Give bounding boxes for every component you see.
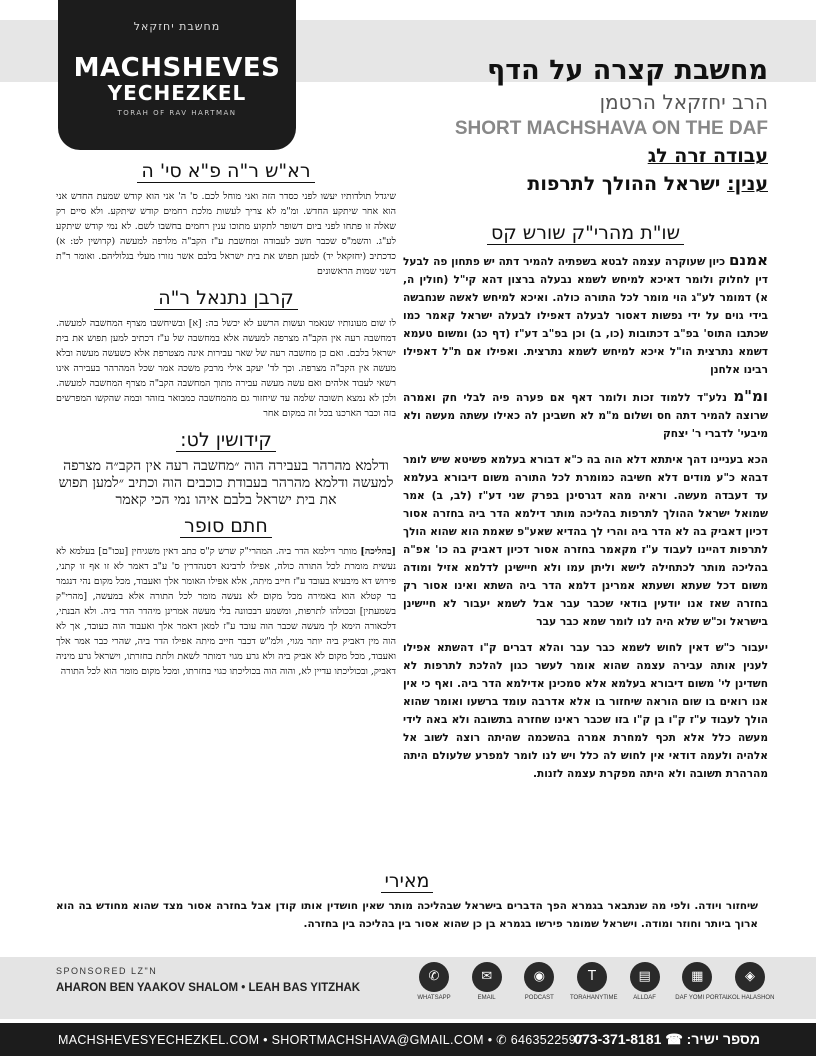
phone-label: מספר ישיר:	[686, 1031, 760, 1047]
section-heading-korban-nesanel: קרבן נתנאל ר"ה	[154, 287, 298, 310]
english-title: SHORT MACHSHAVA ON THE DAF	[454, 118, 768, 139]
alldaf-link[interactable]: ▤ ALLDAF	[623, 962, 667, 1012]
section-heading-maharik: שו"ת מהרי"ק שורש קס	[487, 222, 684, 245]
rabbi-name: הרב יחזקאל הרטמן	[599, 90, 768, 114]
topic-text: ישראל ההולך לתרפות	[527, 173, 721, 195]
podcast-icon: ◉	[524, 962, 554, 992]
email-link[interactable]: ✉ EMAIL	[465, 962, 509, 1012]
phone-number[interactable]: 073-371-8181	[574, 1031, 662, 1047]
phone-icon: ☎	[665, 1031, 683, 1047]
whatsapp-icon: ✆	[419, 962, 449, 992]
podcast-link[interactable]: ◉ PODCAST	[517, 962, 561, 1012]
torahanytime-link[interactable]: T TORAHANYTIME	[570, 962, 614, 1012]
kolhalashon-link[interactable]: ◈ KOL HALASHON	[728, 962, 772, 1012]
website-link[interactable]: MACHSHEVESYECHEZKEL.COM	[58, 1033, 260, 1047]
paragraph: אמנם כיון שעוקרה עצמה לבטא בשפתיה להמיר דתה יש פתחון פה לבעל דין לחלוק ולומר דאיכא למיחש לשמא נבעלה ברצון דהא קי"ל (חולין ה, א) דמומר לע"ג הוי מומר לכל התורה כולה. ואיכא למיחש לאשה שנחבשה בידי גוים על ידי נפשות דאסור לבעלה דאפילו לבעלה ישראל קאמר כמו שכתבו התוס' בפ"ב דכתובות (כו, ב) וכן בפ"ב דע"ז (דף כג) ומשום טעמא דשמא נתרצית הו"ל איכא למיחש לשמא נתרצית. ואפילו אם ת"ל דאפילו רבינו אלחנן	[403, 251, 768, 376]
email-icon: ✉	[472, 962, 502, 992]
paragraph: יעבור כ"ש דאין לחוש לשמא כבר עבר והלא דברים ק"ו דהשתא אפילו לענין אותה עבירה עצמה שהוא אומר לעשר כגון להלכת לתרפות לא חשדינן לי' משום דיבורא בעלמא אלא סמכינן אדילמא הדר ביה. ואף כי אין אנו רואים בו שום הוראה שיחזור בו אלא אדרבה עומד ברשעו ואומר שהוא הולך לעבוד ע"ז ק"ו בן ק"ו בזו שכבר ראינו שחזרה בתשובה ולא באה לידי מעשה כלל אלא תכף למחרת אמרה בהשכמה שהיתה רוצה לשוב אל אלהיה ולעמה דודאי אין לחוש לה כלל ויש לנו לומר למפרע שלעולם היתה מהרהרת תשובה ולא היתה מפקרת עצמה לזנות.	[403, 642, 768, 780]
sponsored-names: AHARON BEN YAAKOV SHALOM • LEAH BAS YITZHAK	[56, 982, 361, 994]
source-text-chasam-sofer: [בהליכה] מותר דילמא הדר ביה. המהרי"ק שרש ק"ס כתב דאין משגיחין [עכו"ם] בעלמא לא נעשית מומרת לכל התורה כולה, אפילו לרבינא דסנהדרין ס' ע"ב דאמר לא זו אף זו קתני, פירוש דא מיבעיא בעובד ע"ז חייב מיתה, אלא אפילו האומר אלך ואעבוד, מכל מקום נהי דנגמר בר קטלא הוא באמירה מכל מקום לא נעשה מומר לכל התורה אלא במעשה, [מהרי"ק בשמעתין] ובכולהו לתרפות, ומשמע דבכוונה בלי מעשה אמרינן מיהדר הדר ביה. ולא הבנתי, דלכאורה הימא לך מעשה שכבר הוה עובד ע"ז למאן דאמר אלך ואעבוד הוה כעובד, אך לא הוה מין דאביק ביה יותר מגוי, ולמ"ש דכבר חייב מיתה אפילו הדר ביה, שהרי כבר אמר אלך ואעבוד, מכל מקום לא אביק ביה ולא גרע מגוי דמותר לשאת ולתת בחזרתו, וישראל גרע מיניה דאביק, ובכוליכתו עדיין לא, והוה הוה בכוליכתו כגוי בחזרתו, ומכל מקום מומר הוא לכל התורה	[56, 546, 396, 677]
source-text-rosh: שיגדל תולדותיו יעשו לפני כסדר הזה ואני מוחל לכם. ס' ה' אני הוא קודש שמעת החדש אני הוא אחר שיתקע החדש. ומ"מ לא צריך לעשות מלכת רחמים קודש שיתקע. ולא סיים רק שאלה זו פתחו לפני ביום דשופר לתקוע מתוכו ענין רחמים בחשבו לשם. לא נמי קודש שיתקע לע"ג. והשמ"ס שכבר חשב לעבודה ומחשבת ע"ז הקב"ה מלרפה למעשה (קדושין לט: א) כדכתיב (יחזקאל יד) למען תפוש את בית ישראל בלבם אשר נזורו מעלי בגלוליהם. ואומר ר"ת דשני שמות הראשונים	[56, 191, 396, 277]
whatsapp-link[interactable]: ✆ WHATSAPP	[412, 962, 456, 1012]
logo-line1: MACHSHEVES	[73, 53, 281, 83]
topic-label: ענין:	[727, 173, 768, 195]
whatsapp-number[interactable]: 6463522597	[510, 1033, 584, 1047]
right-column	[403, 222, 768, 791]
contact-icons	[412, 962, 775, 1012]
sponsored-label: SPONSORED LZ"N	[56, 966, 158, 976]
alldaf-icon: ▤	[630, 962, 660, 992]
paragraph: ומ"מ נלע"ד ללמוד זכות ולומר דאף אם פערה פיה לבלי חק ואמרה שרוצה להמיר דתה חס ושלום מ"מ לא חשבינן לה כאילו עשתה מעשה ולא מיבעי' לדברי ר' יצחק	[403, 387, 768, 440]
section-heading-kiddushin: קידושין לט:	[176, 429, 276, 452]
logo-line2: YECHEZKEL	[107, 81, 247, 105]
section-heading-chasam-sofer: חתם סופר	[180, 515, 272, 538]
source-text-kiddushin: ודלמא מהרהר בעבירה הוה ״מחשבה רעה אין הקב״ה מצרפה למעשה ודלמא מהרהר בעבודת כוכבים הוה וכתיב ״למען תפוש את בית ישראל בלבם איהו נמי הכי קאמר	[58, 458, 394, 508]
bottom-bar	[0, 1023, 816, 1056]
section-heading-rosh: רא"ש ר"ה פ"א סי' ה	[137, 160, 314, 183]
meiri-section	[56, 870, 758, 933]
separator: •	[263, 1033, 272, 1047]
email-address-link[interactable]: SHORTMACHSHAVA@GMAIL.COM	[271, 1033, 484, 1047]
direct-phone	[574, 1031, 760, 1048]
kolhalashon-icon: ◈	[735, 962, 765, 992]
whatsapp-small-icon: ✆	[496, 1033, 507, 1047]
topic-line	[527, 173, 768, 195]
separator: •	[487, 1033, 497, 1047]
daf-reference: עבודה זרה לג	[647, 145, 768, 167]
source-text-korban-nesanel: לו שום מעונותיו שנאמר ועשות הרשע לא יכשל בה: [א] ובשיחשבו מצרף המחשבה למעשה. דמחשבה רעה אין הקב"ה מצרפה למעשה אלא במחשבה של ע"ז דכתיב למען תפוש את בית ישראל בלבם. ואם כן מחשבה רעה של שאר עבירות אינה מצטרפת אלא כשעשה מעשה ובלא מעשה אין הקב"ה מצרפה. וכך לד' יעקב אילי מרבק משכה אמר שכל המהרהר בעבירה אינו רשאי לעבוד אלהים ואם עשה מעשה עבירה מתוך המחשבה הקב"ה מצרף המחשבה למעשה. ולכן לא נמצא תשובה שלמה עד שיחזור גם מהמחשבה כמבואר בזוהר ובמה שהקשו המפרשים בזה וכבר הארכנו בכל זה במקום אחר	[56, 318, 396, 419]
logo-tagline: TORAH OF RAV HARTMAN	[117, 109, 237, 117]
left-column	[56, 160, 396, 687]
contact-line	[58, 1032, 583, 1047]
dafyomiportal-icon: ▦	[682, 962, 712, 992]
paragraph: הכא בעניינו דהך איתתא דלא הוה בה כ"א דבורא בעלמא פשיטא שיש לומר דבהא כ"ע מודים דלא חשיבה כמומרת לכל התורה משום דיבורא בעלמא עד דעבדה מעשה. וראיה מהא דגרסינן בפרק שני דע"ז (לב, ב) אמר שמואל ישראל ההולך לתרפות בהליכה מותר דילמא הדר ביה בחזרה אסור דכיון דאביק בה לא הדר ביה והרי לך בהדיא שאע"פ שאמת הוא שהוא הולך לתרפות דהיינו לעבוד ע"ז מקאמר בחזרה אסור דכיון דאביק בה כו' אפ"ה בהליכה מותר לכתחילה לישא וליתן עמו ולא חיישינן לדלמא אזיל ומודה משום דכל שעתא ושעתא אמרינן דלמא הדר ביה השתא ואינו אסור רק בחזרה שאז אנו יודעין בודאי שכבר עבר אבל לשמא יעבור לא חיישינן בישראל וכ"ש שלא היה לנו לומר שמא כבר עבר	[403, 454, 768, 628]
torahanytime-icon: T	[577, 962, 607, 992]
page-title: מחשבת קצרה על הדף	[487, 55, 768, 86]
logo	[58, 0, 296, 150]
section-heading-meiri: מאירי	[381, 870, 434, 893]
source-text-meiri: שיחזור ויודה. ולפי מה שנתבאר בגמרא הפך הדברים בישראל שבהליכה מותר שאין חושדין אותו קודן אבל בחזרה אסור מצד שהוא מחודש בה הוא ארוך ביותר וחוזר ומודה. וישראל שמומר פירשו בגמרא בן כן שהוא אסור בין בהליכה בין בחזרה.	[56, 900, 758, 930]
dafyomiportal-link[interactable]: ▦ DAF YOMI PORTAL	[675, 962, 719, 1012]
logo-hebrew: מחשבת יחזקאל	[133, 20, 221, 33]
